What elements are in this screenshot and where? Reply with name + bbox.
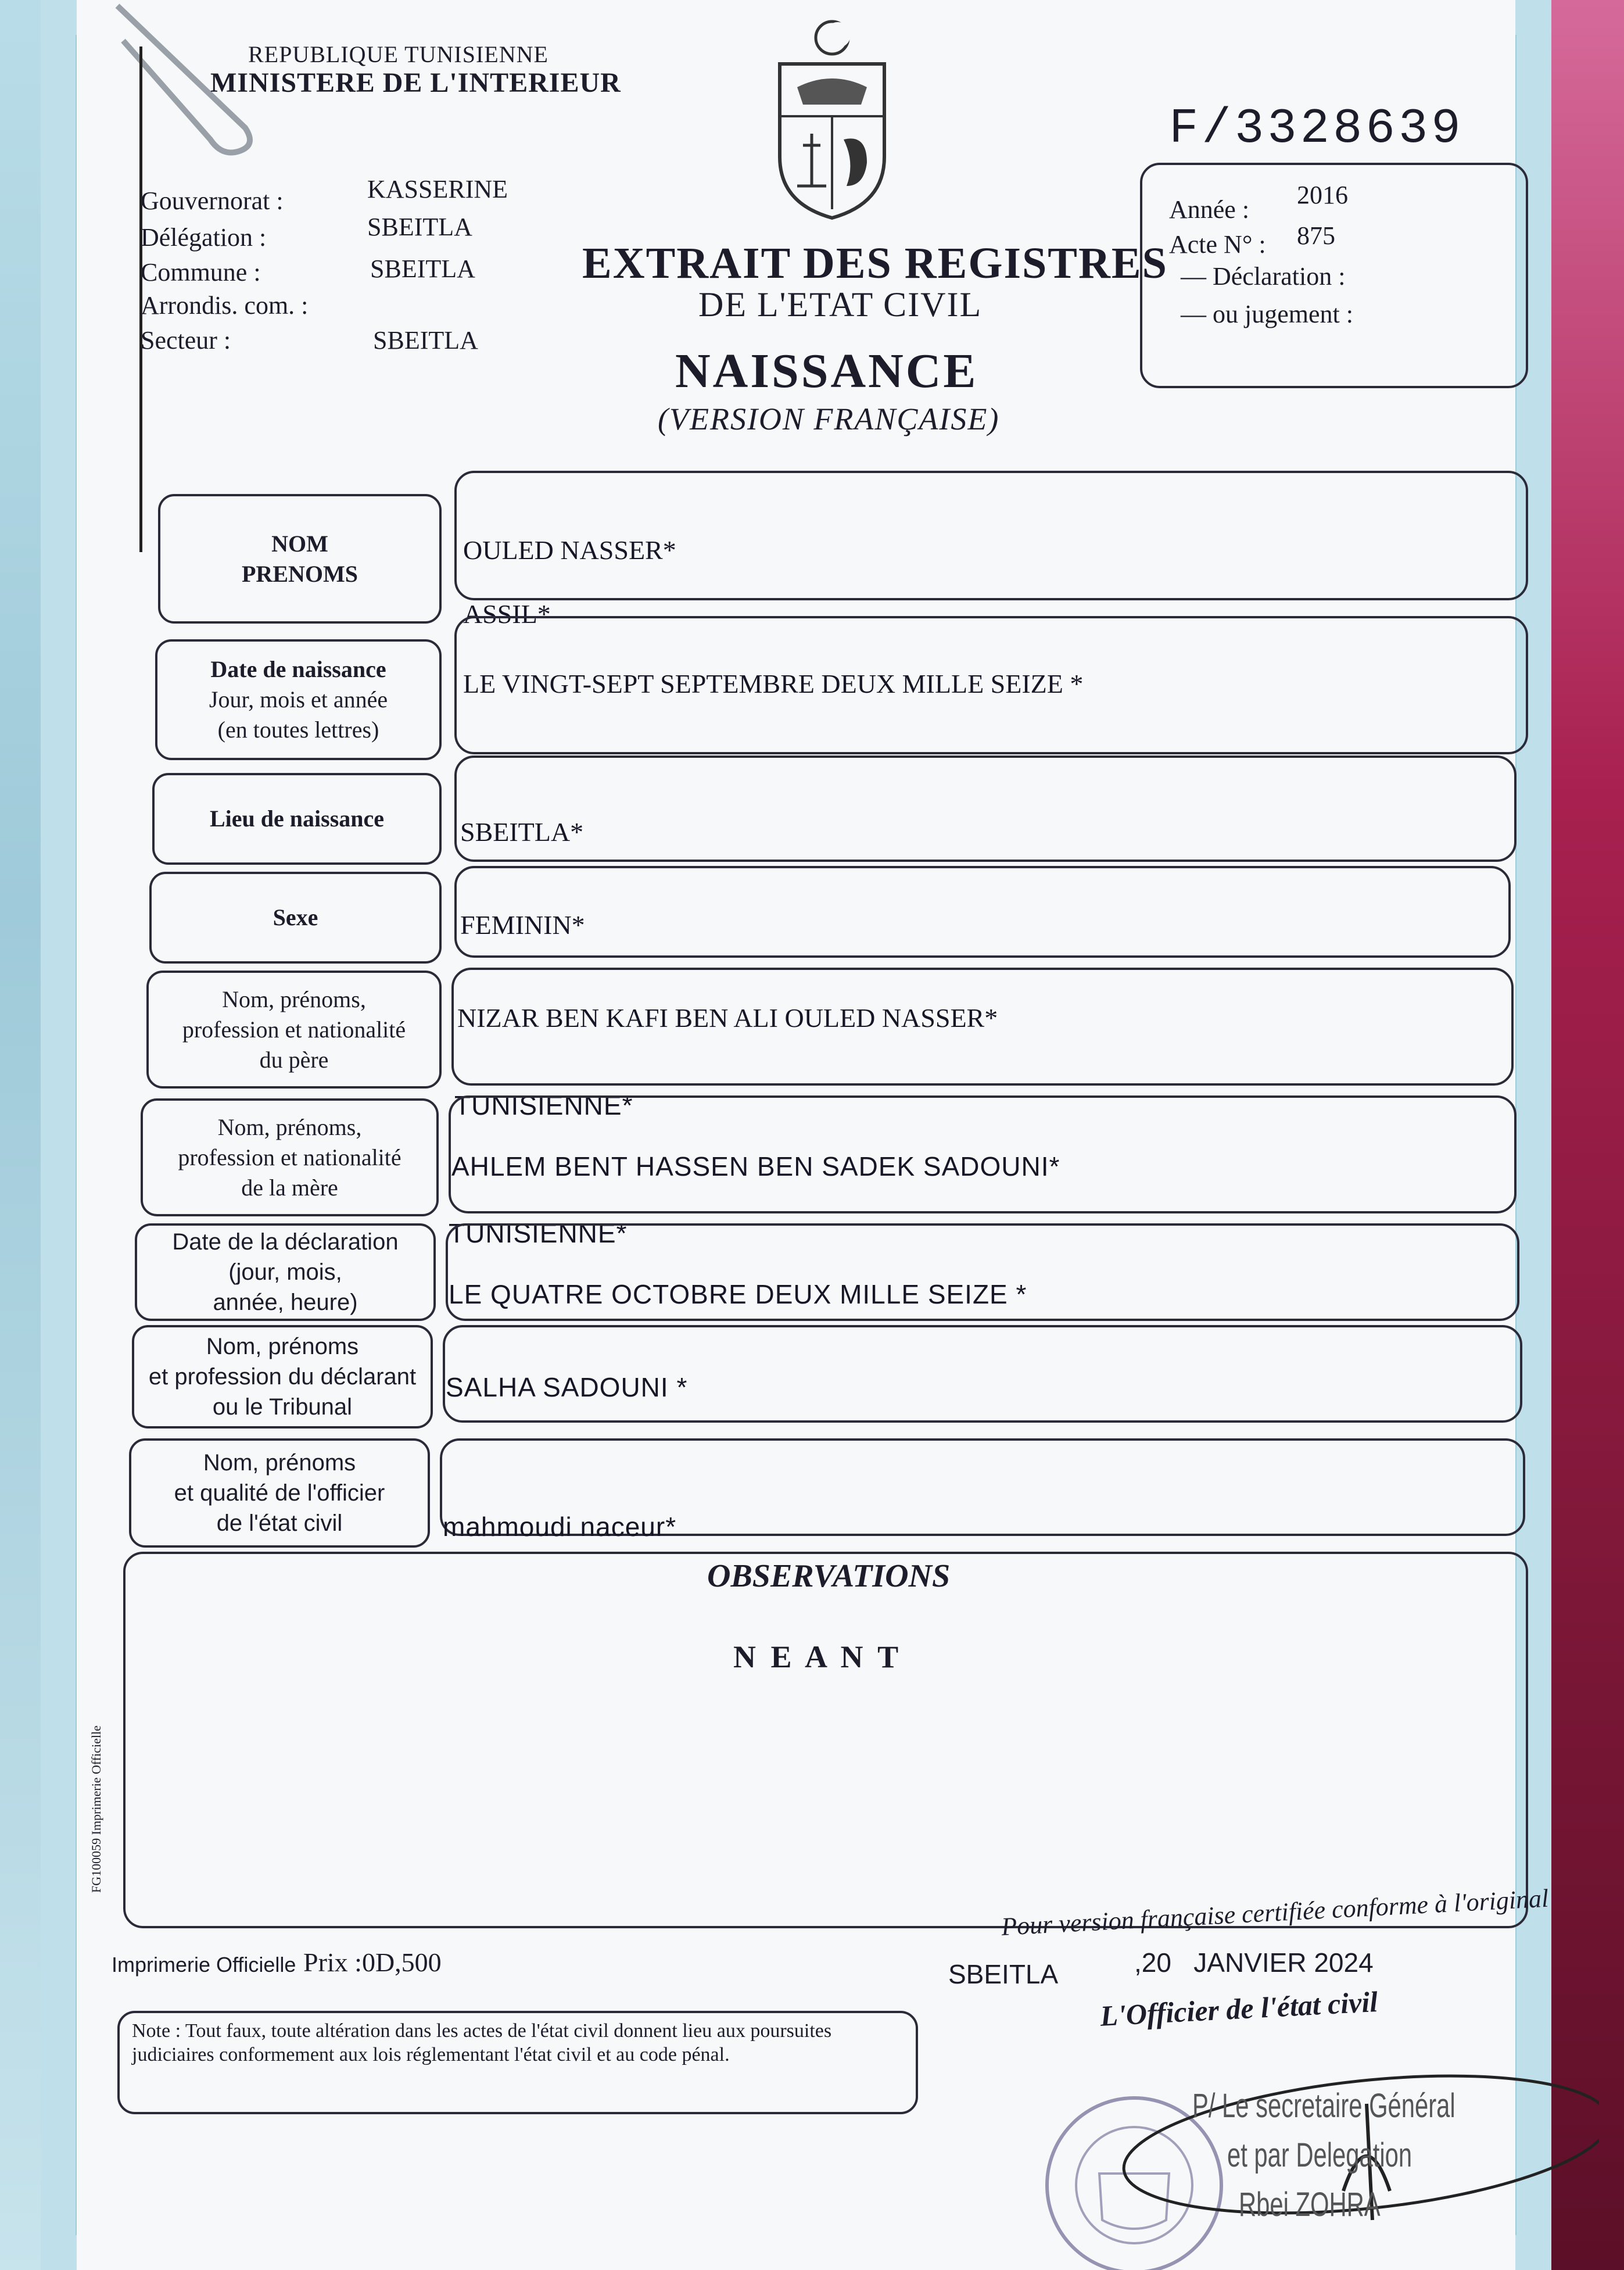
- declaration-label: — Déclaration :: [1181, 262, 1346, 291]
- value-pere-nationalite: TUNISIENNE*: [454, 1090, 633, 1120]
- annee-label: Année :: [1169, 195, 1250, 224]
- admin-value-gouvernorat: KASSERINE: [367, 175, 508, 203]
- issue-date: ,20 JANVIER 2024: [1134, 1947, 1374, 1978]
- signature-line-1: P/ Le secretaire Général: [1192, 2087, 1455, 2125]
- document-title: EXTRAIT DES REGISTRES: [582, 239, 1168, 288]
- footer-imprimerie: Imprimerie Officielle: [112, 1953, 296, 1977]
- admin-value-commune: SBEITLA: [370, 255, 475, 283]
- value-nom: OULED NASSER*: [463, 535, 676, 565]
- admin-label-commune: Commune :: [141, 258, 261, 287]
- label-prenoms: PRENOMS: [242, 560, 358, 587]
- label-date-naissance-2: Jour, mois et année: [209, 686, 388, 712]
- label-pere-3: du père: [259, 1046, 329, 1073]
- label-mere: [141, 1098, 439, 1216]
- label-officier: [129, 1438, 430, 1548]
- ministry-name: MINISTERE DE L'INTERIEUR: [210, 67, 621, 98]
- label-lieu-naissance-text: Lieu de naissance: [209, 805, 385, 832]
- footer-prix: Prix :0D,500: [303, 1947, 442, 1977]
- admin-label-arrondissement: Arrondis. com. :: [141, 291, 309, 320]
- note-text: Note : Tout faux, toute altération dans les actes de l'état civil donnent lieu aux poursuites judiciaires conformement aux lois réglementant l'état civil et au code pénal.: [132, 2020, 832, 2065]
- observations-title: OBSERVATIONS: [707, 1558, 951, 1594]
- label-mere-3: de la mère: [241, 1174, 338, 1201]
- label-lieu-naissance: [152, 773, 442, 865]
- label-date-naissance-3: (en toutes lettres): [217, 717, 379, 743]
- value-officier: mahmoudi naceur*: [443, 1512, 677, 1542]
- value-mere: AHLEM BENT HASSEN BEN SADEK SADOUNI*: [451, 1151, 1060, 1181]
- label-declarant-2: et profession du déclarant: [148, 1364, 417, 1390]
- label-pere-2: profession et nationalité: [182, 1016, 406, 1043]
- value-declaration: LE QUATRE OCTOBRE DEUX MILLE SEIZE *: [449, 1279, 1027, 1309]
- value-date-naissance: LE VINGT-SEPT SEPTEMBRE DEUX MILLE SEIZE *: [463, 669, 1084, 699]
- admin-value-delegation: SBEITLA: [367, 213, 472, 241]
- document-subtitle: DE L'ETAT CIVIL: [698, 285, 983, 324]
- field-box-lieu: [454, 756, 1517, 862]
- signature-line-2: et par Delegation: [1227, 2136, 1413, 2174]
- admin-label-gouvernorat: Gouvernorat :: [141, 187, 284, 215]
- value-declarant: SALHA SADOUNI *: [446, 1372, 688, 1402]
- label-officier-1: Nom, prénoms: [203, 1450, 356, 1476]
- label-pere-1: Nom, prénoms,: [222, 986, 366, 1012]
- value-prenoms: ASSIL*: [463, 599, 551, 629]
- label-declaration: [135, 1223, 436, 1321]
- label-declaration-2: (jour, mois,: [228, 1259, 342, 1285]
- label-officier-3: de l'état civil: [216, 1510, 343, 1536]
- label-nom: NOM: [271, 530, 328, 557]
- label-date-naissance: [155, 639, 442, 760]
- certified-statement: Pour version française certifiée conforme à l'original: [1001, 1884, 1550, 1941]
- document-type: NAISSANCE: [675, 344, 978, 398]
- value-lieu: SBEITLA*: [460, 817, 584, 847]
- label-pere: [146, 971, 442, 1089]
- value-pere: NIZAR BEN KAFI BEN ALI OULED NASSER*: [457, 1003, 998, 1033]
- label-declaration-1: Date de la déclaration: [172, 1229, 399, 1255]
- observations-value: N E A N T: [733, 1639, 902, 1674]
- issue-place: SBEITLA: [948, 1959, 1059, 1989]
- field-box-sexe: [454, 866, 1511, 958]
- label-declarant-1: Nom, prénoms: [206, 1334, 359, 1359]
- serial-number: F/3328639: [1169, 102, 1464, 157]
- observations-box: [123, 1552, 1528, 1928]
- admin-value-secteur: SBEITLA: [373, 326, 478, 355]
- label-mere-1: Nom, prénoms,: [217, 1113, 362, 1140]
- officier-title: L'Officier de l'état civil: [1099, 1985, 1379, 2032]
- label-declarant: [132, 1325, 433, 1428]
- document-version: (VERSION FRANÇAISE): [658, 402, 1000, 436]
- admin-label-secteur: Secteur :: [141, 326, 231, 355]
- label-officier-2: et qualité de l'officier: [174, 1480, 385, 1506]
- label-sexe-text: Sexe: [273, 904, 318, 930]
- certificate-paper: [41, 0, 1551, 2270]
- republic-name: REPUBLIQUE TUNISIENNE: [248, 41, 548, 67]
- tunisia-coat-of-arms-icon: [762, 12, 902, 221]
- jugement-label: — ou jugement :: [1181, 300, 1353, 328]
- label-sexe: [149, 872, 442, 964]
- certificate-body: [77, 0, 1550, 2270]
- admin-label-delegation: Délégation :: [141, 223, 267, 252]
- label-nom-prenoms: [158, 494, 442, 624]
- annee-value: 2016: [1297, 181, 1348, 209]
- label-declaration-3: année, heure): [213, 1290, 358, 1315]
- side-print-code: FG100059 Imprimerie Officielle: [88, 1725, 103, 1893]
- signature-line-3: Rbei ZOHRA: [1239, 2186, 1381, 2224]
- acte-label: Acte N° :: [1169, 230, 1266, 259]
- acte-value: 875: [1297, 221, 1335, 250]
- value-mere-nationalite: TUNISIENNE*: [449, 1218, 628, 1248]
- value-sexe: FEMININ*: [460, 910, 585, 940]
- label-mere-2: profession et nationalité: [178, 1144, 401, 1170]
- label-date-naissance-1: Date de naissance: [210, 656, 386, 682]
- label-declarant-3: ou le Tribunal: [212, 1394, 353, 1420]
